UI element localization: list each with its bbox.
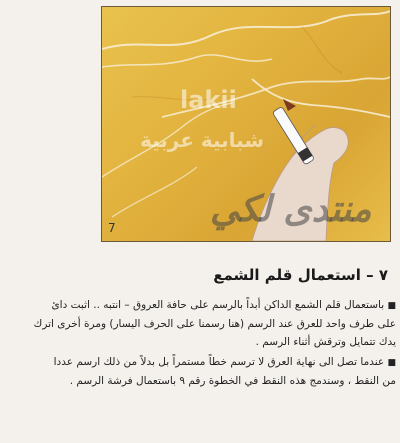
watermark-arabic: شبابية عربية xyxy=(140,128,265,152)
paragraph-line xyxy=(0,296,396,315)
bullet-icon: ■ xyxy=(387,358,396,368)
paragraph-line: من النقط ، وسندمج هذه النقط في الخطوة رقم ٩ باستعمال فرشة الرسم . xyxy=(69,375,396,387)
paragraph-2 xyxy=(0,353,396,390)
instructions-text xyxy=(0,296,396,392)
section-heading: ٧ – استعمال قلم الشمع xyxy=(213,266,388,284)
paragraph-line xyxy=(0,353,396,372)
paragraph-line: على طرف واحد للعرق عند الرسم (هنا رسمنا على الحرف اليسار) ومرة أخرى اترك xyxy=(33,318,396,330)
paragraph-line-text: عندما تصل الى نهاية العرق لا ترسم خطاً مستمراً بل بدلاً من ذلك ارسم عددا xyxy=(53,356,385,368)
paragraph-line-text: باستعمال قلم الشمع الداكن أبداً بالرسم على حافة العروق – انتبه .. اثبت دائ xyxy=(51,299,385,311)
bullet-icon: ■ xyxy=(387,301,396,311)
watermark-site: lakii xyxy=(180,86,237,114)
step-number: 7 xyxy=(108,221,116,235)
paragraph-1 xyxy=(0,296,396,351)
paragraph-line: يدك تتمايل وترقش أثناء الرسم . xyxy=(255,336,396,348)
watermark-forum: منتدى لكي xyxy=(210,188,372,230)
